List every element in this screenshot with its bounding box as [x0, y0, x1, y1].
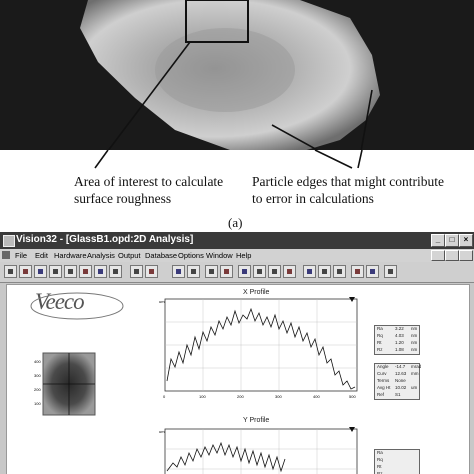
menu-help[interactable]: Help — [236, 251, 252, 260]
svg-text:500: 500 — [349, 394, 356, 399]
menu-output[interactable]: Output — [118, 251, 141, 260]
stat-label: Curv — [377, 371, 387, 376]
stat-value: 12.63 — [395, 371, 407, 376]
menu-edit[interactable]: Edit — [35, 251, 48, 260]
stat-label: Rt — [377, 464, 382, 469]
svg-text:200: 200 — [237, 394, 244, 399]
toolbar-button-icon[interactable] — [238, 265, 251, 278]
stat-label: Rq — [377, 333, 383, 338]
map-tick-y: 300 — [34, 373, 41, 378]
stat-label: Ref — [377, 392, 385, 397]
surface-map[interactable] — [33, 351, 97, 421]
stat-row — [375, 385, 419, 392]
toolbar-button-icon[interactable] — [384, 265, 397, 278]
stat-value: 3.22 — [395, 326, 404, 331]
toolbar-button-icon[interactable] — [303, 265, 316, 278]
y-profile-plot[interactable] — [155, 427, 361, 474]
toolbar-button-icon[interactable] — [64, 265, 77, 278]
doc-minimize-button[interactable] — [431, 250, 445, 261]
stat-row — [375, 371, 419, 378]
caption-particle-edges: Particle edges that might contribute to error in calculations — [252, 174, 444, 206]
menu-window[interactable]: Window — [206, 251, 233, 260]
stat-value: 4.03 — [395, 333, 404, 338]
toolbar-button-icon[interactable] — [351, 265, 364, 278]
toolbar-button-icon[interactable] — [205, 265, 218, 278]
menu-options[interactable]: Options — [178, 251, 204, 260]
app-icon — [3, 235, 15, 247]
x-profile-plot[interactable] — [155, 297, 361, 403]
y-roughness-stats — [374, 449, 420, 474]
svg-text:0: 0 — [163, 394, 166, 399]
stat-row — [375, 450, 419, 457]
toolbar-button-icon[interactable] — [145, 265, 158, 278]
stat-label: Ra — [377, 450, 383, 455]
toolbar-button-icon[interactable] — [49, 265, 62, 278]
particle-micrograph — [0, 0, 474, 150]
map-tick-y: 400 — [34, 359, 41, 364]
svg-text:300: 300 — [275, 394, 282, 399]
veeco-logo-swoosh — [29, 289, 125, 321]
doc-maximize-button[interactable] — [445, 250, 459, 261]
svg-text:100: 100 — [199, 394, 206, 399]
x-profile-stats — [374, 363, 420, 400]
y-profile-title: Y Profile — [243, 417, 270, 424]
menu-database[interactable]: Database — [145, 251, 178, 260]
title-bar[interactable] — [0, 232, 474, 249]
x-roughness-stats — [374, 325, 420, 355]
svg-text:um: um — [159, 299, 165, 304]
stat-row — [375, 333, 419, 340]
window-title: Vision32 - [GlassB1.opd:2D Analysis] — [16, 234, 194, 245]
menu-analysis[interactable]: Analysis — [87, 251, 115, 260]
stat-unit: mrad — [411, 364, 422, 369]
toolbar-button-icon[interactable] — [172, 265, 185, 278]
stat-row — [375, 457, 419, 464]
stat-label: Terms — [377, 378, 390, 383]
stat-unit: um — [411, 385, 418, 390]
toolbar-button-icon[interactable] — [366, 265, 379, 278]
stat-row — [375, 378, 419, 385]
stat-label: Rq — [377, 457, 383, 462]
stat-unit: nm — [411, 340, 418, 345]
doc-icon[interactable] — [2, 251, 10, 259]
toolbar-button-icon[interactable] — [333, 265, 346, 278]
toolbar — [0, 262, 474, 283]
toolbar-button-icon[interactable] — [268, 265, 281, 278]
toolbar-button-icon[interactable] — [130, 265, 143, 278]
toolbar-button-icon[interactable] — [19, 265, 32, 278]
svg-text:um: um — [159, 429, 165, 434]
stat-value: 1.08 — [395, 347, 404, 352]
menu-hardware[interactable]: Hardware — [54, 251, 87, 260]
toolbar-button-icon[interactable] — [34, 265, 47, 278]
doc-close-button[interactable] — [459, 250, 473, 261]
toolbar-button-icon[interactable] — [109, 265, 122, 278]
stat-value: None — [395, 378, 406, 383]
veeco-logo: Veeco — [35, 289, 84, 314]
stat-unit: nm — [411, 333, 418, 338]
analysis-panel — [6, 284, 470, 474]
menu-file[interactable]: File — [15, 251, 28, 260]
close-button[interactable]: × — [459, 234, 473, 247]
stat-value: S1 — [395, 392, 401, 397]
stat-label: Avg Ht — [377, 385, 391, 390]
toolbar-button-icon[interactable] — [283, 265, 296, 278]
toolbar-button-icon[interactable] — [94, 265, 107, 278]
toolbar-button-icon[interactable] — [318, 265, 331, 278]
map-tick-y: 200 — [34, 387, 41, 392]
stat-label: Rz — [377, 347, 383, 352]
stat-unit: nm — [411, 326, 418, 331]
subfigure-label: (a) — [228, 215, 243, 230]
stat-label: Rt — [377, 340, 382, 345]
toolbar-button-icon[interactable] — [220, 265, 233, 278]
stat-value: 10.02 — [395, 385, 407, 390]
stat-label: Angle — [377, 364, 389, 369]
menu-bar — [0, 249, 474, 262]
stat-label: Ra — [377, 326, 383, 331]
stat-row — [375, 326, 419, 333]
stat-label: Rz — [377, 471, 383, 474]
stat-value: 1.20 — [395, 340, 404, 345]
maximize-button[interactable]: □ — [445, 234, 459, 247]
stat-row — [375, 364, 422, 371]
stat-row — [375, 340, 419, 347]
stat-row — [375, 464, 419, 471]
vision32-window — [0, 232, 474, 474]
svg-text:400: 400 — [313, 394, 320, 399]
stat-value: -14.7 — [395, 364, 406, 369]
map-tick-y: 100 — [34, 401, 41, 406]
minimize-button[interactable]: _ — [431, 234, 445, 247]
stat-unit: mm — [411, 371, 419, 376]
toolbar-button-icon[interactable] — [187, 265, 200, 278]
caption-area-of-interest: Area of interest to calculate surface roughness — [74, 174, 224, 206]
x-profile-title: X Profile — [243, 289, 270, 296]
toolbar-button-icon[interactable] — [4, 265, 17, 278]
stat-row — [375, 392, 419, 399]
toolbar-button-icon[interactable] — [79, 265, 92, 278]
stat-unit: nm — [411, 347, 418, 352]
toolbar-button-icon[interactable] — [253, 265, 266, 278]
stat-row — [375, 347, 419, 354]
